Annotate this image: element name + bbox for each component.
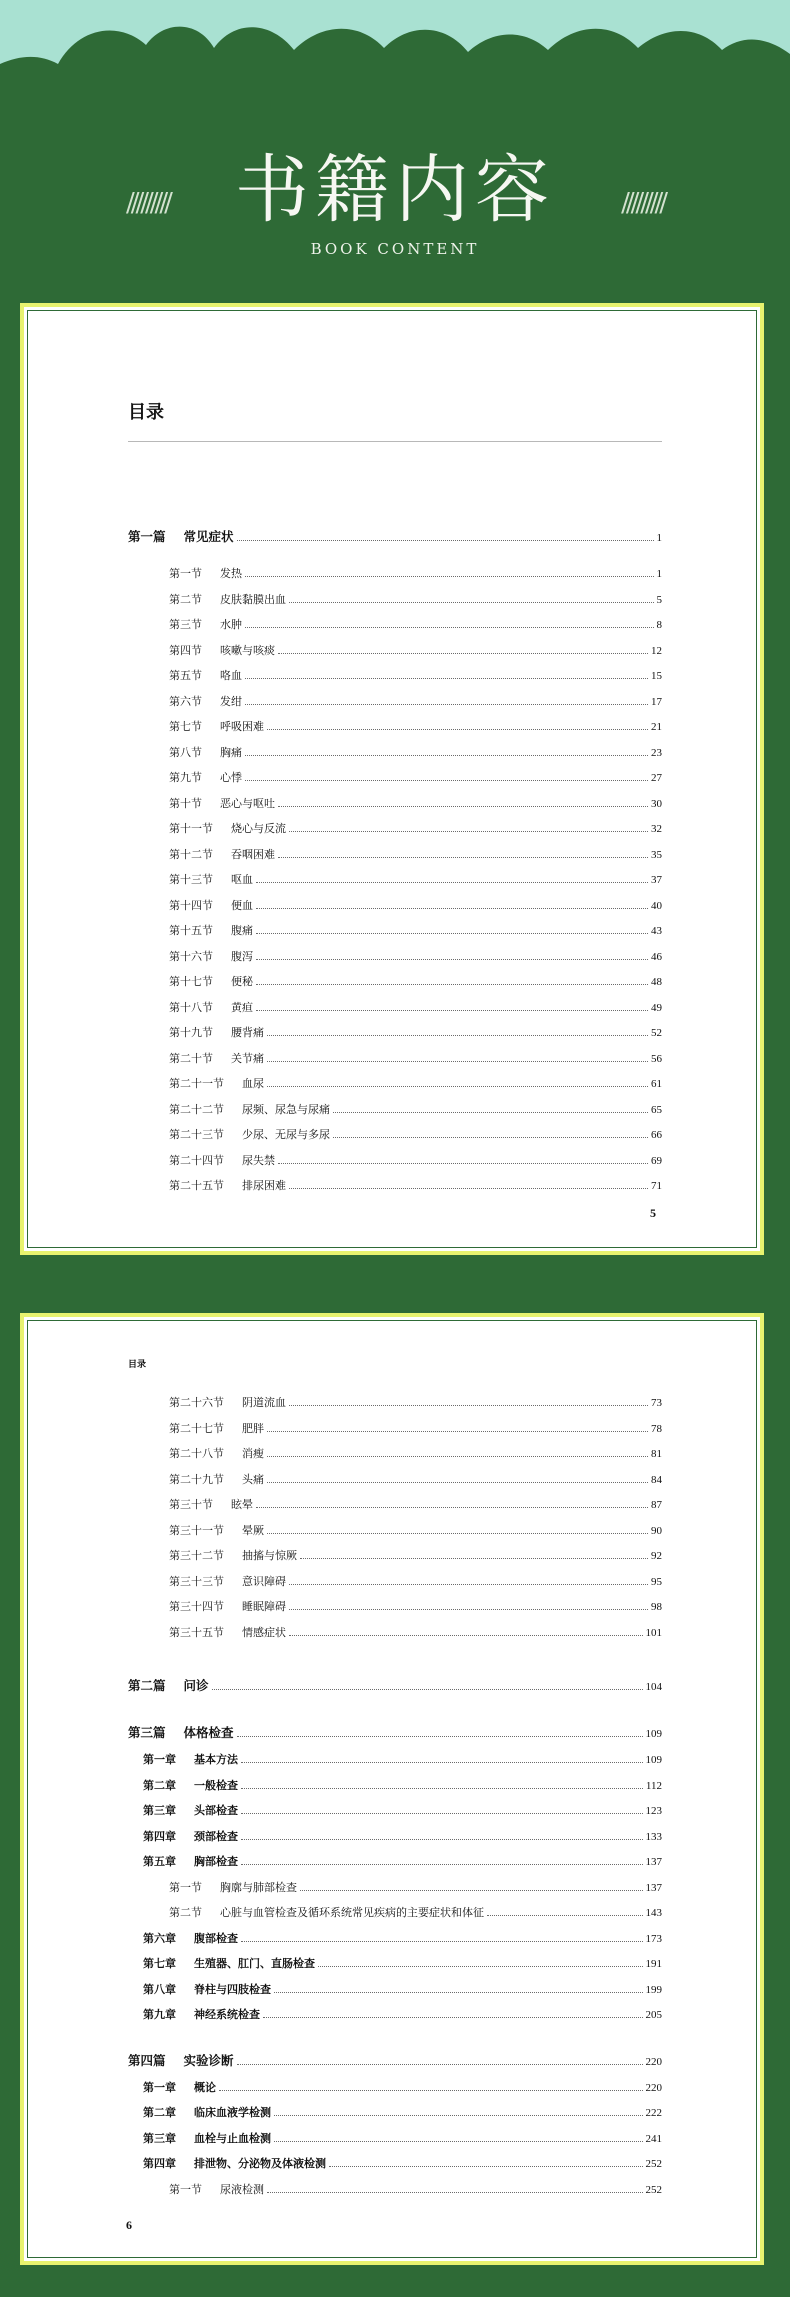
toc-entry-title: 晕厥 (242, 1524, 264, 1537)
toc-dot-leader (300, 1557, 648, 1559)
toc-dot-leader (241, 1761, 643, 1763)
toc-entry-page: 252 (645, 2183, 662, 2196)
toc-entry (128, 1621, 662, 1647)
toc-entry-page: 43 (651, 925, 662, 937)
toc-dot-leader (289, 1404, 648, 1406)
toc-entry-page: 252 (645, 2158, 662, 2170)
toc-dot-leader (267, 1034, 648, 1036)
toc-entry-page: 133 (645, 1830, 662, 1843)
toc-entry-label: 第六节 (169, 695, 202, 708)
toc-entry (128, 1570, 662, 1596)
toc-entry (128, 1072, 662, 1098)
toc-entry (128, 690, 662, 716)
toc-entry-title: 肥胖 (242, 1422, 264, 1435)
toc-entry-page: 23 (651, 746, 662, 759)
toc-entry (128, 2127, 662, 2153)
toc-entry-label: 第三篇 (128, 1726, 166, 1740)
toc-entry-title: 吞咽困难 (231, 848, 275, 861)
toc-entry (128, 868, 662, 894)
toc-entry-label: 第八章 (143, 1983, 176, 1996)
toc-entry-label: 第三十一节 (169, 1524, 224, 1537)
toc-entry-label: 第四章 (143, 2158, 176, 2170)
toc-entry-label: 第十七节 (169, 976, 213, 988)
toc-entry-title: 眩晕 (231, 1499, 253, 1511)
toc-dot-leader (278, 805, 648, 807)
toc-entry-page: 101 (645, 1626, 662, 1639)
toc-entry-page: 95 (651, 1575, 662, 1588)
toc-dot-leader (289, 1583, 648, 1585)
toc-entry-page: 5 (656, 593, 662, 606)
toc-entry-page: 65 (651, 1103, 662, 1116)
toc-entry-title: 发绀 (220, 695, 242, 708)
toc-entry-title: 情感症状 (242, 1626, 286, 1639)
toc-entry (128, 2047, 662, 2076)
toc-entry (128, 1149, 662, 1175)
toc-dot-leader (278, 856, 648, 858)
toc-entry-title: 抽搐与惊厥 (242, 1550, 297, 1562)
toc-entry-label: 第二十九节 (169, 1473, 224, 1486)
toc-entry (128, 792, 662, 818)
contents-list-page-1 (128, 523, 662, 1200)
toc-entry-label: 第二章 (143, 2107, 176, 2119)
toc-dot-leader (219, 2089, 643, 2091)
toc-entry-title: 尿失禁 (242, 1154, 275, 1167)
toc-entry-title: 血尿 (242, 1078, 264, 1090)
toc-entry-label: 第二篇 (128, 1679, 166, 1693)
toc-entry (128, 1047, 662, 1073)
toc-entry (128, 1595, 662, 1621)
toc-entry (128, 1952, 662, 1978)
toc-entry (128, 562, 662, 588)
toc-entry (128, 1021, 662, 1047)
toc-dot-leader (212, 1688, 643, 1690)
toc-entry-page: 46 (651, 950, 662, 963)
toc-entry-title: 腹痛 (231, 925, 253, 937)
toc-entry-title: 问诊 (183, 1679, 209, 1693)
toc-entry-page: 49 (651, 1001, 662, 1014)
toc-entry-label: 第二节 (169, 593, 202, 606)
toc-entry (128, 1493, 662, 1519)
toc-entry-label: 第十六节 (169, 950, 213, 963)
toc-entry-label: 第二十七节 (169, 1422, 224, 1435)
toc-entry-page: 104 (645, 1681, 662, 1693)
toc-entry-label: 第八节 (169, 746, 202, 759)
toc-entry (128, 894, 662, 920)
toc-entry (128, 741, 662, 767)
toc-entry-label: 第三十二节 (169, 1550, 224, 1562)
toc-dot-leader (267, 2191, 643, 2193)
toc-entry-page: 220 (645, 2081, 662, 2094)
toc-dot-leader (487, 1914, 643, 1916)
toc-dot-leader (267, 1060, 648, 1062)
toc-dot-leader (245, 754, 648, 756)
toc-entry-label: 第三十五节 (169, 1626, 224, 1639)
toc-entry-title: 阴道流血 (242, 1397, 286, 1409)
toc-spacer (128, 1646, 662, 1672)
toc-entry-label: 第十九节 (169, 1027, 213, 1039)
toc-dot-leader (245, 703, 648, 705)
toc-entry (128, 843, 662, 869)
toc-entry-label: 第三章 (143, 1805, 176, 1817)
toc-entry (128, 1748, 662, 1774)
toc-entry-page: 21 (651, 721, 662, 733)
toc-entry (128, 1519, 662, 1545)
toc-entry-title: 咯血 (220, 670, 242, 682)
toc-entry-label: 第三十三节 (169, 1575, 224, 1588)
toc-dot-leader (256, 958, 648, 960)
toc-entry-title: 腹泻 (231, 950, 253, 963)
toc-entry (128, 1978, 662, 2004)
toc-entry-label: 第九章 (143, 2009, 176, 2021)
toc-entry-label: 第十二节 (169, 848, 213, 861)
toc-entry-label: 第十一节 (169, 823, 213, 835)
toc-dot-leader (245, 677, 648, 679)
toc-entry-page: 205 (645, 2009, 662, 2021)
toc-entry-label: 第二十三节 (169, 1129, 224, 1141)
toc-entry-title: 尿液检测 (220, 2183, 264, 2196)
toc-entry (128, 523, 662, 552)
toc-dot-leader (289, 1187, 648, 1189)
toc-entry-page: 90 (651, 1524, 662, 1537)
toc-entry-title: 腹部检查 (194, 1932, 238, 1945)
toc-entry (128, 1672, 662, 1701)
toc-entry-title: 心脏与血管检查及循环系统常见疾病的主要症状和体征 (220, 1907, 484, 1919)
toc-entry-title: 生殖器、肛门、直肠检查 (194, 1958, 315, 1970)
toc-entry-label: 第二十四节 (169, 1154, 224, 1167)
toc-entry-page: 8 (656, 619, 662, 631)
book-content-header (0, 145, 790, 265)
toc-entry-page: 1 (656, 568, 662, 580)
toc-entry-label: 第五节 (169, 670, 202, 682)
toc-dot-leader (241, 1940, 643, 1942)
toc-dot-leader (274, 2114, 643, 2116)
toc-entry (128, 817, 662, 843)
toc-entry-label: 第七章 (143, 1958, 176, 1970)
toc-entry-label: 第二章 (143, 1779, 176, 1792)
toc-entry (128, 1774, 662, 1800)
toc-entry-title: 排泄物、分泌物及体液检测 (194, 2158, 326, 2170)
right-slash-decoration: ///////// (621, 188, 664, 218)
toc-entry-label: 第六章 (143, 1932, 176, 1945)
toc-dot-leader (329, 2165, 643, 2167)
toc-entry-label: 第四篇 (128, 2053, 166, 2068)
toc-entry-label: 第十三节 (169, 874, 213, 886)
toc-entry-label: 第二十八节 (169, 1448, 224, 1460)
toc-entry-title: 皮肤黏膜出血 (220, 593, 286, 606)
toc-dot-leader (241, 1838, 643, 1840)
toc-entry-page: 48 (651, 976, 662, 988)
toc-dot-leader (333, 1111, 648, 1113)
toc-entry-title: 心悸 (220, 772, 242, 784)
toc-dot-leader (237, 1735, 643, 1737)
toc-entry-page: 35 (651, 848, 662, 861)
toc-dot-leader (267, 1455, 648, 1457)
toc-dot-leader (289, 830, 648, 832)
toc-entry-title: 发热 (220, 568, 242, 580)
toc-dot-leader (245, 575, 654, 577)
toc-entry-page: 81 (651, 1448, 662, 1460)
toc-entry-title: 便秘 (231, 976, 253, 988)
toc-entry (128, 1876, 662, 1902)
toc-entry-title: 排尿困难 (242, 1180, 286, 1192)
toc-dot-leader (267, 1430, 648, 1432)
toc-dot-leader (318, 1965, 643, 1967)
toc-entry (128, 1174, 662, 1200)
toc-dot-leader (333, 1136, 648, 1138)
toc-dot-leader (267, 1085, 648, 1087)
toc-entry-label: 第七节 (169, 721, 202, 733)
toc-entry-page: 109 (645, 1728, 662, 1740)
toc-spacer (128, 1701, 662, 1719)
toc-dot-leader (289, 1608, 648, 1610)
toc-entry-title: 呼吸困难 (220, 721, 264, 733)
toc-entry-title: 关节痛 (231, 1052, 264, 1065)
toc-entry-title: 实验诊断 (183, 2053, 234, 2068)
toc-entry-title: 一般检查 (194, 1779, 238, 1792)
toc-dot-leader (274, 1991, 643, 1993)
toc-entry-title: 胸部检查 (194, 1856, 238, 1868)
toc-entry-page: 191 (645, 1958, 662, 1970)
toc-entry (128, 970, 662, 996)
toc-entry (128, 2152, 662, 2178)
toc-dot-leader (256, 1009, 648, 1011)
toc-entry-label: 第四章 (143, 1830, 176, 1843)
toc-entry-label: 第九节 (169, 772, 202, 784)
toc-dot-leader (267, 1532, 648, 1534)
toc-entry-label: 第三节 (169, 619, 202, 631)
toc-entry-page: 98 (651, 1601, 662, 1613)
left-slash-decoration: ///////// (126, 188, 169, 218)
toc-entry-label: 第一篇 (128, 530, 166, 544)
toc-entry-page: 78 (651, 1422, 662, 1435)
toc-entry-label: 第二十一节 (169, 1078, 224, 1090)
toc-entry (128, 1825, 662, 1851)
toc-spacer (128, 552, 662, 562)
toc-entry-label: 第十五节 (169, 925, 213, 937)
toc-entry-page: 56 (651, 1052, 662, 1065)
toc-entry-label: 第二十六节 (169, 1397, 224, 1409)
toc-entry-title: 水肿 (220, 619, 242, 631)
toc-entry-label: 第二十二节 (169, 1103, 224, 1116)
toc-entry-page: 71 (651, 1180, 662, 1192)
toc-entry-title: 消瘦 (242, 1448, 264, 1460)
toc-dot-leader (241, 1787, 643, 1789)
toc-entry-page: 69 (651, 1154, 662, 1167)
toc-entry-page: 137 (645, 1881, 662, 1894)
toc-entry (128, 766, 662, 792)
toc-entry (128, 1901, 662, 1927)
toc-entry (128, 715, 662, 741)
toc-entry (128, 664, 662, 690)
toc-dot-leader (241, 1863, 643, 1865)
book-content-subtitle: BOOK CONTENT (310, 240, 480, 258)
toc-entry (128, 2101, 662, 2127)
toc-entry-title: 咳嗽与咳痰 (220, 644, 275, 657)
toc-dot-leader (300, 1889, 643, 1891)
toc-entry-page: 30 (651, 797, 662, 810)
toc-entry-label: 第三十四节 (169, 1601, 224, 1613)
toc-entry (128, 2178, 662, 2204)
toc-entry-title: 意识障碍 (242, 1575, 286, 1588)
toc-entry-page: 52 (651, 1027, 662, 1039)
toc-entry-title: 基本方法 (194, 1754, 238, 1766)
toc-entry (128, 996, 662, 1022)
toc-entry-title: 烧心与反流 (231, 823, 286, 835)
toc-entry-label: 第一章 (143, 1754, 176, 1766)
toc-entry-label: 第二十五节 (169, 1180, 224, 1192)
toc-entry-title: 常见症状 (183, 530, 234, 544)
toc-entry (128, 2003, 662, 2029)
toc-entry-title: 胸痛 (220, 746, 242, 759)
toc-dot-leader (267, 728, 648, 730)
toc-entry-title: 少尿、无尿与多尿 (242, 1129, 330, 1141)
toc-entry-title: 呕血 (231, 874, 253, 886)
toc-entry-label: 第十节 (169, 797, 202, 810)
toc-entry-title: 恶心与呕吐 (220, 797, 275, 810)
toc-entry-page: 220 (645, 2055, 662, 2068)
wave-shape (0, 0, 790, 92)
toc-entry-label: 第四节 (169, 644, 202, 657)
toc-dot-leader (267, 1481, 648, 1483)
running-head: 目录 (128, 1359, 147, 1369)
toc-entry (128, 1391, 662, 1417)
toc-entry (128, 588, 662, 614)
toc-entry-page: 1 (656, 532, 662, 544)
top-wave-decoration (0, 0, 790, 92)
toc-entry-page: 17 (651, 695, 662, 708)
toc-dot-leader (289, 1634, 643, 1636)
contents-title-rule (128, 441, 662, 442)
toc-dot-leader (241, 1812, 643, 1814)
toc-entry (128, 613, 662, 639)
toc-entry-label: 第一章 (143, 2081, 176, 2094)
toc-entry-title: 临床血液学检测 (194, 2107, 271, 2119)
toc-entry (128, 1927, 662, 1953)
page-number: 5 (650, 1206, 656, 1220)
toc-entry (128, 639, 662, 665)
toc-entry-label: 第二十节 (169, 1052, 213, 1065)
toc-entry (128, 919, 662, 945)
toc-dot-leader (278, 1162, 648, 1164)
toc-entry-title: 体格检查 (183, 1726, 234, 1740)
toc-entry (128, 945, 662, 971)
toc-dot-leader (274, 2140, 643, 2142)
toc-entry-title: 胸廓与肺部检查 (220, 1881, 297, 1894)
toc-entry-label: 第一节 (169, 1881, 202, 1894)
toc-dot-leader (256, 932, 648, 934)
toc-entry-label: 第五章 (143, 1856, 176, 1868)
toc-dot-leader (256, 907, 648, 909)
toc-entry-page: 112 (645, 1779, 662, 1792)
toc-entry-page: 15 (651, 670, 662, 682)
toc-entry-page: 137 (645, 1856, 662, 1868)
toc-entry (128, 2076, 662, 2102)
toc-dot-leader (263, 2016, 643, 2018)
toc-entry (128, 1468, 662, 1494)
toc-entry-title: 颈部检查 (194, 1830, 238, 1843)
page-number: 6 (126, 2218, 132, 2232)
book-content-title: 书籍内容 (235, 147, 555, 233)
toc-entry-page: 66 (651, 1129, 662, 1141)
toc-entry-page: 123 (645, 1805, 662, 1817)
toc-entry-page: 61 (651, 1078, 662, 1090)
toc-dot-leader (245, 626, 654, 628)
toc-entry-page: 12 (651, 644, 662, 657)
toc-dot-leader (256, 1506, 648, 1508)
toc-entry-page: 109 (645, 1754, 662, 1766)
toc-entry-title: 便血 (231, 899, 253, 912)
toc-entry-title: 头痛 (242, 1473, 264, 1486)
toc-entry (128, 1544, 662, 1570)
toc-entry-title: 黄疸 (231, 1001, 253, 1014)
toc-dot-leader (256, 983, 648, 985)
toc-entry (128, 1417, 662, 1443)
toc-entry-page: 222 (645, 2107, 662, 2119)
toc-entry-page: 241 (645, 2132, 662, 2145)
toc-entry-page: 40 (651, 899, 662, 912)
toc-dot-leader (289, 601, 654, 603)
contents-list-page-2 (128, 1391, 662, 2203)
toc-entry-title: 腰背痛 (231, 1027, 264, 1039)
toc-entry-label: 第一节 (169, 568, 202, 580)
toc-entry-title: 血栓与止血检测 (194, 2132, 271, 2145)
toc-entry-label: 第十四节 (169, 899, 213, 912)
toc-entry (128, 1719, 662, 1748)
toc-entry-page: 199 (645, 1983, 662, 1996)
toc-entry-page: 143 (645, 1907, 662, 1919)
toc-entry-label: 第三章 (143, 2132, 176, 2145)
toc-entry-title: 神经系统检查 (194, 2009, 260, 2021)
toc-entry-page: 37 (651, 874, 662, 886)
toc-entry-label: 第二节 (169, 1907, 202, 1919)
contents-page-1 (20, 303, 764, 1255)
toc-dot-leader (245, 779, 648, 781)
toc-entry-label: 第三十节 (169, 1499, 213, 1511)
toc-entry-title: 头部检查 (194, 1805, 238, 1817)
toc-dot-leader (237, 2063, 643, 2065)
toc-dot-leader (256, 881, 648, 883)
toc-entry-title: 尿频、尿急与尿痛 (242, 1103, 330, 1116)
toc-entry-page: 84 (651, 1473, 662, 1486)
toc-entry-label: 第十八节 (169, 1001, 213, 1014)
toc-entry-page: 173 (645, 1932, 662, 1945)
toc-entry (128, 1442, 662, 1468)
toc-dot-leader (278, 652, 648, 654)
toc-entry-page: 32 (651, 823, 662, 835)
toc-entry-title: 睡眠障碍 (242, 1601, 286, 1613)
toc-entry (128, 1123, 662, 1149)
toc-spacer (128, 2029, 662, 2047)
toc-dot-leader (237, 539, 654, 541)
toc-entry (128, 1850, 662, 1876)
contents-page-title: 目录 (128, 402, 164, 422)
toc-entry-title: 概论 (194, 2081, 216, 2094)
toc-entry-title: 脊柱与四肢检查 (194, 1983, 271, 1996)
toc-entry (128, 1799, 662, 1825)
toc-entry (128, 1098, 662, 1124)
toc-entry-label: 第一节 (169, 2183, 202, 2196)
toc-entry-page: 87 (651, 1499, 662, 1511)
toc-entry-page: 73 (651, 1397, 662, 1409)
toc-entry-page: 92 (651, 1550, 662, 1562)
contents-page-2 (20, 1313, 764, 2265)
toc-entry-page: 27 (651, 772, 662, 784)
